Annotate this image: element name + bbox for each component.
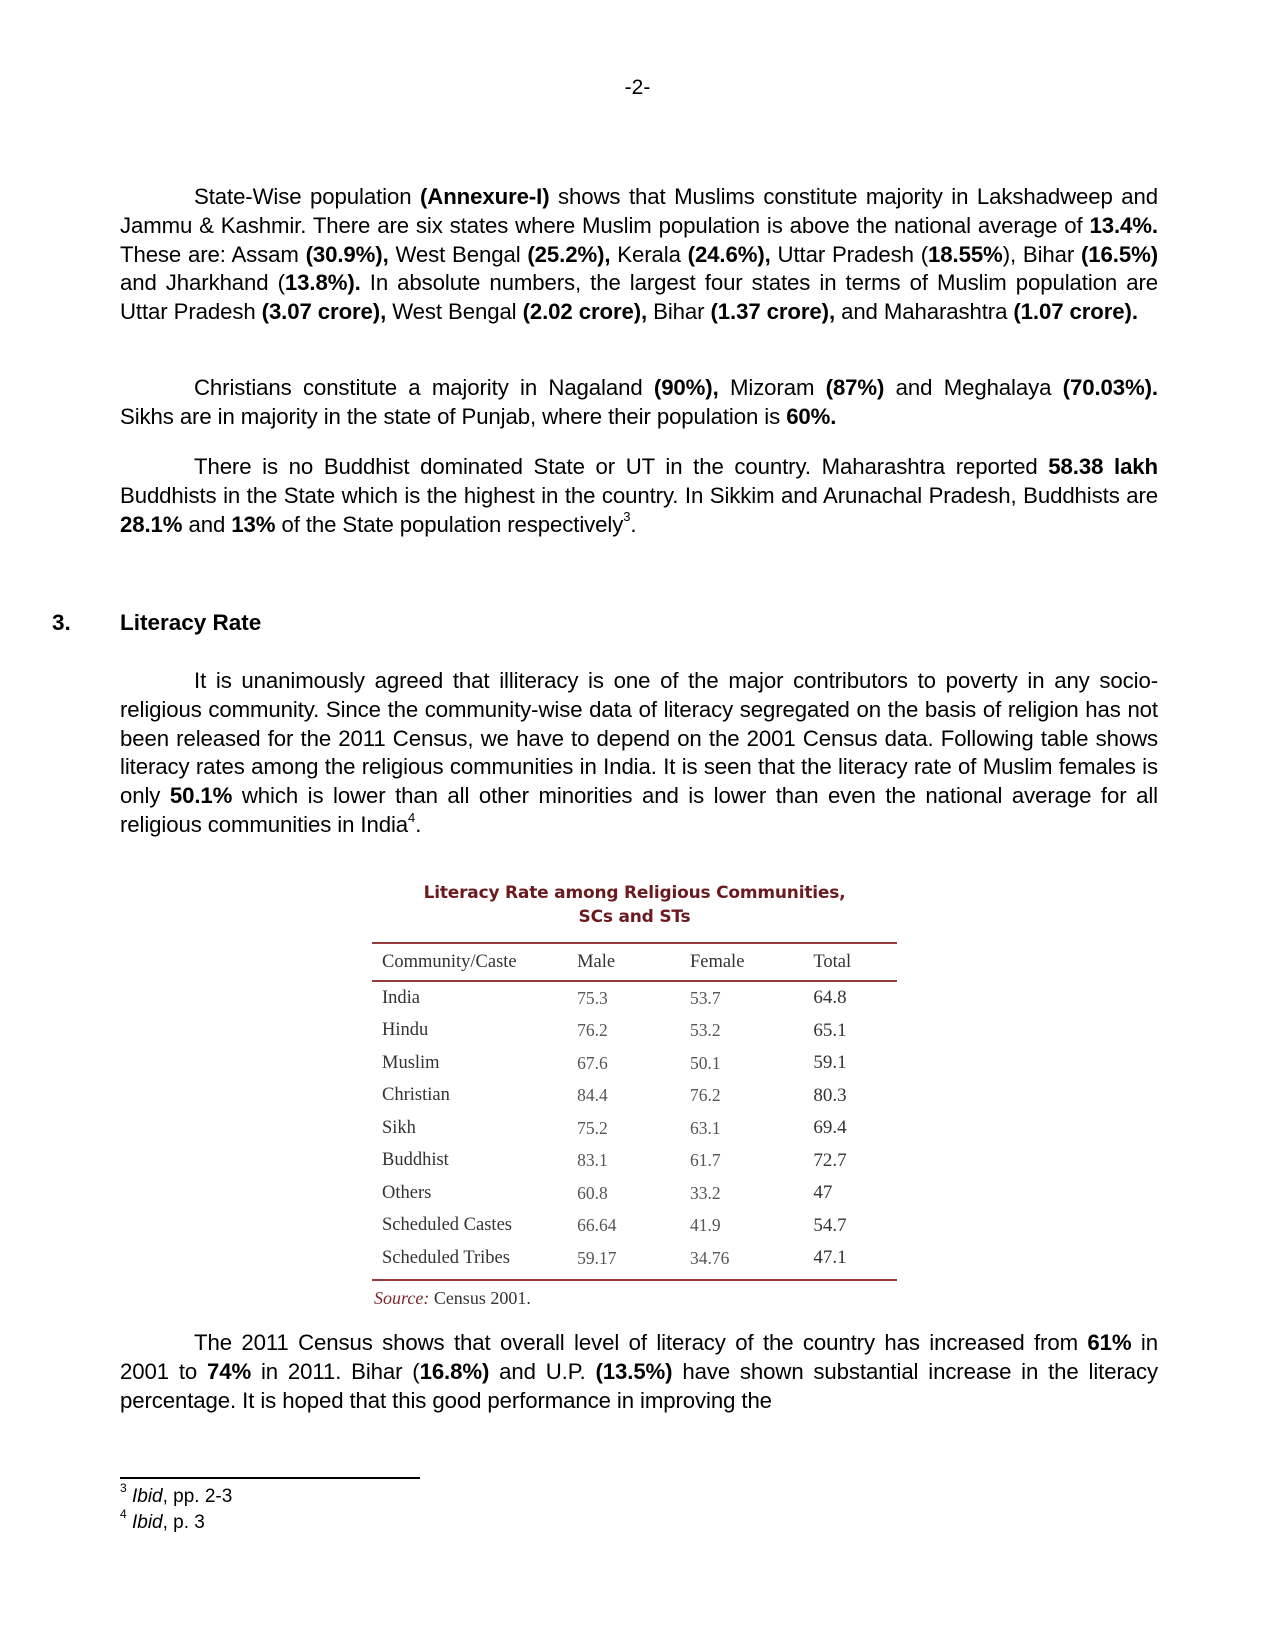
text-segment: Kerala: [610, 241, 688, 267]
text-segment: 13%: [231, 511, 276, 537]
text-segment: (90%),: [653, 375, 719, 400]
text-segment: 60%.: [786, 403, 837, 429]
paragraph-state-wise-population: [120, 183, 1158, 327]
table-title-line-2: SCs and STs: [578, 907, 691, 927]
cell-female: 34.76: [689, 1247, 730, 1268]
table-row: [372, 982, 897, 1015]
footnote-marker: 4: [408, 809, 416, 825]
footnote-text: , pp. 2-3: [162, 1486, 233, 1507]
text-segment: (3.07 crore),: [261, 299, 387, 325]
text-segment: 50.1%: [169, 783, 233, 809]
cell-community: Scheduled Castes: [382, 1215, 512, 1236]
cell-female: 76.2: [689, 1085, 721, 1106]
cell-total: 47.1: [813, 1247, 847, 1269]
table-header-row: [372, 944, 897, 980]
text-segment: shows that Muslims constitute majority in Lakshadweep and Jammu & Kashmir. There are six states where Muslim population is above the national average of: [120, 184, 1158, 238]
text-segment: It is unanimously agreed that illiteracy is one of the major contributors to poverty in any socio-religious community. Since the community-wise data of literacy segregated on the basis of religion has not been released for the 2011 Census, we have to depend on the 2001 Census data. Following table shows literacy rates among the religious communities in India. It is seen that the literacy rate of Muslim females is only: [120, 668, 1158, 809]
cell-male: 75.2: [577, 1117, 608, 1138]
text-segment: 16.8%): [419, 1358, 490, 1384]
section-number: 3.: [52, 610, 71, 635]
text-segment: 18.55%: [928, 241, 1003, 267]
header-community: Community/Caste: [382, 951, 517, 972]
cell-community: Buddhist: [382, 1150, 449, 1171]
table-row: [372, 1177, 897, 1210]
cell-community: Christian: [382, 1085, 450, 1106]
section-title: Literacy Rate: [120, 610, 262, 635]
text-segment: of the State population respectively: [275, 511, 624, 537]
cell-total: 47: [813, 1182, 833, 1204]
cell-total: 59.1: [813, 1052, 847, 1074]
paragraph-census-2011: [120, 1329, 1158, 1415]
cell-male: 84.4: [577, 1085, 608, 1106]
table-row: [372, 1047, 897, 1080]
cell-female: 63.1: [689, 1117, 721, 1138]
footnote-text: , p. 3: [162, 1512, 205, 1533]
text-segment: which is lower than all other minorities and is lower than even the national average for all religious communities in India: [120, 783, 1158, 837]
footnote-3: [120, 1480, 233, 1508]
text-segment: There is no Buddhist dominated State or UT in the country. Maharashtra reported: [194, 454, 1049, 479]
cell-community: Muslim: [382, 1052, 440, 1073]
table-bottom-rule: [372, 1279, 897, 1281]
text-segment: Uttar Pradesh (: [770, 241, 929, 267]
header-total: Total: [813, 951, 852, 972]
footnote-separator: [120, 1477, 420, 1479]
cell-community: Sikh: [382, 1117, 416, 1138]
text-segment: in 2011. Bihar (: [251, 1358, 420, 1384]
table-title: [372, 881, 897, 929]
table-row: [372, 1080, 897, 1113]
text-segment: State-Wise population: [194, 184, 421, 209]
text-segment: Mizoram: [718, 375, 826, 400]
footnote-number: 4: [120, 1506, 127, 1521]
text-segment: Christians constitute a majority in Nagaland: [194, 375, 654, 400]
text-segment: have shown substantial increase in the literacy percentage. It is hoped that this good performance in improving the: [120, 1358, 1158, 1413]
text-segment: 13.4%.: [1089, 212, 1158, 238]
paragraph-literacy-intro: [120, 667, 1158, 840]
cell-female: 61.7: [689, 1150, 721, 1171]
page-number: -2-: [624, 76, 651, 99]
table-row: [372, 1145, 897, 1178]
header-male: Male: [577, 951, 616, 972]
text-segment: ), Bihar: [1002, 241, 1082, 267]
text-segment: 13.8%).: [284, 270, 361, 296]
cell-total: 64.8: [813, 987, 847, 1009]
footnote-ref: Ibid: [131, 1512, 163, 1533]
text-segment: 61%: [1087, 1330, 1132, 1355]
table-body: [372, 982, 897, 1275]
text-segment: .: [415, 811, 422, 837]
footnote-number: 3: [120, 1480, 127, 1495]
text-segment: Buddhists in the State which is the highest in the country. In Sikkim and Arunachal Pradesh, Buddhists are: [120, 482, 1158, 508]
cell-male: 76.2: [577, 1020, 608, 1041]
cell-community: Others: [382, 1182, 432, 1203]
source-text: Census 2001.: [429, 1288, 531, 1308]
text-segment: in 2001 to: [120, 1330, 1158, 1384]
cell-female: 53.7: [689, 987, 721, 1008]
cell-community: India: [382, 987, 421, 1008]
cell-male: 75.3: [577, 987, 608, 1008]
cell-male: 67.6: [577, 1052, 608, 1073]
text-segment: (16.5%): [1081, 241, 1159, 267]
cell-male: 83.1: [577, 1150, 608, 1171]
cell-male: 59.17: [577, 1247, 617, 1268]
cell-community: Scheduled Tribes: [382, 1247, 510, 1268]
text-segment: and U.P.: [489, 1358, 596, 1384]
paragraph-christians-sikhs: [120, 374, 1158, 432]
text-segment: (1.37 crore),: [710, 299, 836, 325]
cell-total: 80.3: [813, 1084, 847, 1106]
text-segment: and Maharashtra: [835, 299, 1014, 325]
table-source: [374, 1288, 531, 1309]
cell-male: 66.64: [577, 1215, 617, 1236]
text-segment: (25.2%),: [527, 241, 611, 267]
text-segment: 74%: [206, 1358, 252, 1384]
text-segment: West Bengal: [386, 299, 523, 325]
text-segment: (87%): [825, 375, 885, 400]
table-row: [372, 1242, 897, 1275]
text-segment: (70.03%).: [1062, 375, 1158, 400]
text-segment: West Bengal: [388, 241, 528, 267]
text-segment: and Meghalaya: [884, 375, 1063, 400]
table-row: [372, 1112, 897, 1145]
text-segment: (24.6%),: [687, 241, 771, 267]
cell-female: 41.9: [689, 1215, 721, 1236]
cell-female: 50.1: [689, 1052, 721, 1073]
text-segment: The 2011 Census shows that overall level of literacy of the country has increased from: [194, 1330, 1088, 1355]
text-segment: (2.02 crore),: [522, 299, 648, 325]
footnote-4: [120, 1506, 205, 1534]
text-segment: 28.1%: [120, 511, 183, 537]
cell-female: 53.2: [689, 1020, 721, 1041]
footnote-marker: 3: [623, 509, 631, 525]
cell-total: 72.7: [813, 1149, 847, 1171]
text-segment: (Annexure-I): [420, 184, 550, 209]
cell-female: 33.2: [689, 1182, 721, 1203]
literacy-table: [372, 942, 897, 1281]
footnote-ref: Ibid: [131, 1486, 163, 1507]
cell-total: 54.7: [813, 1214, 847, 1236]
text-segment: In absolute numbers, the largest four states in terms of Muslim population are Uttar Pradesh: [120, 270, 1159, 325]
text-segment: 58.38 lakh: [1048, 454, 1158, 479]
text-segment: .: [630, 511, 637, 537]
paragraph-buddhists: [120, 453, 1158, 539]
text-segment: These are: Assam: [120, 241, 306, 267]
text-segment: and: [182, 511, 232, 537]
cell-male: 60.8: [577, 1182, 608, 1203]
text-segment: (30.9%),: [305, 241, 389, 267]
text-segment: and Jharkhand (: [120, 270, 285, 296]
text-segment: Bihar: [647, 299, 711, 325]
cell-total: 65.1: [813, 1019, 847, 1041]
cell-total: 69.4: [813, 1117, 847, 1139]
table-title-line-1: Literacy Rate among Religious Communities,: [423, 883, 846, 903]
source-label: Source:: [374, 1288, 430, 1308]
text-segment: Sikhs are in majority in the state of Punjab, where their population is: [120, 403, 787, 429]
header-female: Female: [689, 951, 745, 972]
text-segment: (13.5%): [595, 1358, 673, 1384]
table-row: [372, 1015, 897, 1048]
cell-community: Hindu: [382, 1020, 429, 1041]
text-segment: (1.07 crore).: [1013, 299, 1138, 325]
table-row: [372, 1210, 897, 1243]
